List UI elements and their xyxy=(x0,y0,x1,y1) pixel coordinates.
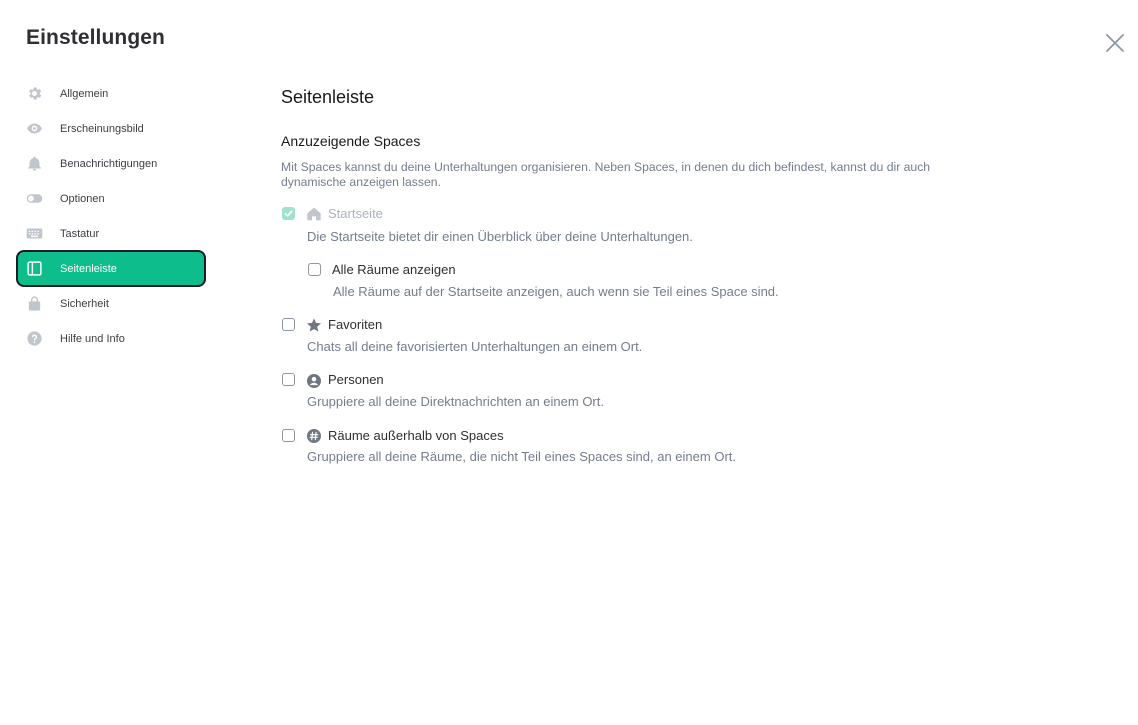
checkmark-icon xyxy=(283,208,294,219)
all-rooms-label: Alle Räume anzeigen xyxy=(332,262,456,277)
sidebar-item-label: Tastatur xyxy=(60,227,100,240)
sidebar-item-erscheinungsbild[interactable] xyxy=(16,111,206,146)
sidebar-item-label: Benachrichtigungen xyxy=(60,157,158,170)
page-title: Seitenleiste xyxy=(281,87,375,107)
close-button[interactable] xyxy=(1104,32,1126,54)
toggle-icon xyxy=(26,190,43,207)
settings-sidebar xyxy=(16,76,206,356)
home-checkbox[interactable] xyxy=(282,207,295,220)
gear-icon xyxy=(26,85,43,102)
sidebar-item-label: Seitenleiste xyxy=(60,262,117,275)
sidebar-item-optionen[interactable] xyxy=(16,181,206,216)
sidebar-item-tastatur[interactable] xyxy=(16,216,206,251)
favourites-description: Chats all deine favorisierten Unterhaltungen an einem Ort. xyxy=(307,339,643,354)
home-icon xyxy=(306,206,322,222)
orphans-description: Gruppiere all deine Räume, die nicht Teil eines Spaces sind, an einem Ort. xyxy=(307,449,736,464)
sidebar-item-label: Hilfe und Info xyxy=(60,332,125,345)
sidebar-item-label: Sicherheit xyxy=(60,297,109,310)
all-rooms-checkbox[interactable] xyxy=(308,263,321,276)
sidebar-item-hilfe[interactable] xyxy=(16,321,206,356)
hash-icon xyxy=(306,428,322,444)
all-rooms-description: Alle Räume auf der Startseite anzeigen, auch wenn sie Teil eines Space sind. xyxy=(333,284,779,299)
sidebar-item-sicherheit[interactable] xyxy=(16,286,206,321)
eye-icon xyxy=(26,120,43,137)
home-description: Die Startseite bietet dir einen Überblick über deine Unterhaltungen. xyxy=(307,229,693,244)
people-description: Gruppiere all deine Direktnachrichten an einem Ort. xyxy=(307,394,604,409)
help-icon xyxy=(26,330,43,347)
people-checkbox[interactable] xyxy=(282,373,295,386)
dialog-title: Einstellungen xyxy=(26,26,165,49)
people-label: Personen xyxy=(328,372,384,387)
sidebar-item-label: Erscheinungsbild xyxy=(60,122,144,135)
orphans-checkbox[interactable] xyxy=(282,429,295,442)
favourites-checkbox[interactable] xyxy=(282,318,295,331)
keyboard-icon xyxy=(26,225,43,242)
sidebar-item-benachrichtigungen[interactable] xyxy=(16,146,206,181)
sidebar-item-seitenleiste[interactable] xyxy=(16,250,206,287)
close-icon xyxy=(1104,32,1126,54)
sidebar-icon xyxy=(26,260,43,277)
orphans-label: Räume außerhalb von Spaces xyxy=(328,428,504,443)
bell-icon xyxy=(26,155,43,172)
section-description: Mit Spaces kannst du deine Unterhaltungen organisieren. Neben Spaces, in denen du dich befindest, kannst du dir auch dynamische anzeigen lassen. xyxy=(281,160,931,189)
sidebar-item-label: Allgemein xyxy=(60,87,109,100)
home-label: Startseite xyxy=(328,206,383,221)
sidebar-item-allgemein[interactable] xyxy=(16,76,206,111)
favourites-label: Favoriten xyxy=(328,317,383,332)
section-heading: Anzuzeigende Spaces xyxy=(281,133,421,149)
lock-icon xyxy=(26,295,43,312)
person-icon xyxy=(306,373,322,389)
sidebar-item-label: Optionen xyxy=(60,192,105,205)
star-icon xyxy=(306,317,322,333)
